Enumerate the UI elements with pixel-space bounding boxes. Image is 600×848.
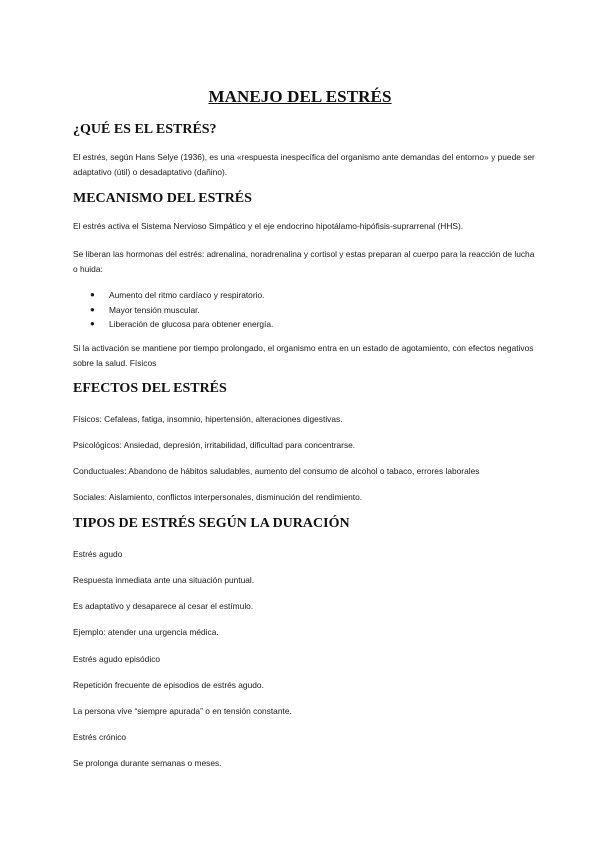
paragraph-efectos-psicologicos: Psicológicos: Ansiedad, depresión, irritabilidad, dificultad para concentrarse.: [73, 440, 356, 450]
paragraph-tipo-line: Se prolonga durante semanas o meses.: [73, 758, 222, 768]
paragraph-agotamiento: Si la activación se mantiene por tiempo prolongado, el organismo entra en un estado de agotamiento, con efectos negativos sobre la salud. Físicos: [73, 343, 534, 368]
paragraph-efectos-sociales: Sociales: Aislamiento, conflictos interpersonales, disminución del rendimiento.: [73, 492, 363, 502]
paragraph-efectos-fisicos: Físicos: Cefaleas, fatiga, insomnio, hipertensión, alteraciones digestivas.: [73, 414, 343, 424]
list-item-text: Aumento del ritmo cardíaco y respiratorio.: [109, 290, 265, 300]
bullet-list-efectos-hormonas: [73, 288, 273, 332]
paragraph-tipo-line: Estrés agudo episódico: [73, 654, 161, 664]
list-item-text: Liberación de glucosa para obtener energía.: [109, 319, 274, 329]
paragraph-efectos-conductuales: Conductuales: Abandono de hábitos saludables, aumento del consumo de alcohol o tabaco, errores laborales: [73, 466, 480, 476]
section-heading-tipos: TIPOS DE ESTRÉS SEGÚN LA DURACIÓN: [73, 516, 350, 531]
bullet-icon: ●: [90, 304, 95, 314]
document-title: MANEJO DEL ESTRÉS: [208, 87, 392, 106]
paragraph-tipo-line: Repetición frecuente de episodios de estrés agudo.: [73, 680, 264, 690]
paragraph-tipo-line: Es adaptativo y desaparece al cesar el estímulo.: [73, 601, 254, 611]
paragraph-tipo-line: Ejemplo: atender una urgencia médica.: [73, 627, 219, 637]
section-heading-mecanismo: MECANISMO DEL ESTRÉS: [73, 191, 252, 206]
section-heading-efectos: EFECTOS DEL ESTRÉS: [73, 381, 227, 396]
paragraph-tipo-line: La persona vive “siempre apurada” o en tensión constante.: [73, 706, 292, 716]
list-item: [73, 317, 273, 332]
list-item: [73, 303, 273, 318]
bullet-icon: ●: [90, 319, 95, 328]
bullet-icon: ●: [90, 290, 95, 299]
paragraph-tipo-line: Respuesta inmediata ante una situación puntual.: [73, 575, 255, 585]
section-heading-que-es: ¿QUÉ ES EL ESTRÉS?: [73, 122, 217, 137]
list-item: [73, 288, 273, 303]
paragraph-activacion: El estrés activa el Sistema Nervioso Simpático y el eje endocrino hipotálamo-hipófisis-suprarrenal (HHS).: [73, 221, 464, 231]
paragraph-tipo-line: Estrés crónico: [73, 732, 127, 742]
list-item-text: Mayor tensión muscular.: [109, 304, 200, 315]
paragraph-definicion: El estrés, según Hans Selye (1936), es una «respuesta inespecífica del organismo ante demandas del entorno» y puede ser adaptativo (útil) o desadaptativo (dañino).: [73, 152, 535, 177]
paragraph-tipo-line: Estrés agudo: [73, 549, 123, 559]
paragraph-hormonas: Se liberan las hormonas del estrés: adrenalina, noradrenalina y cortisol y estas preparan al cuerpo para la reacción de lucha o huida:: [73, 249, 535, 274]
